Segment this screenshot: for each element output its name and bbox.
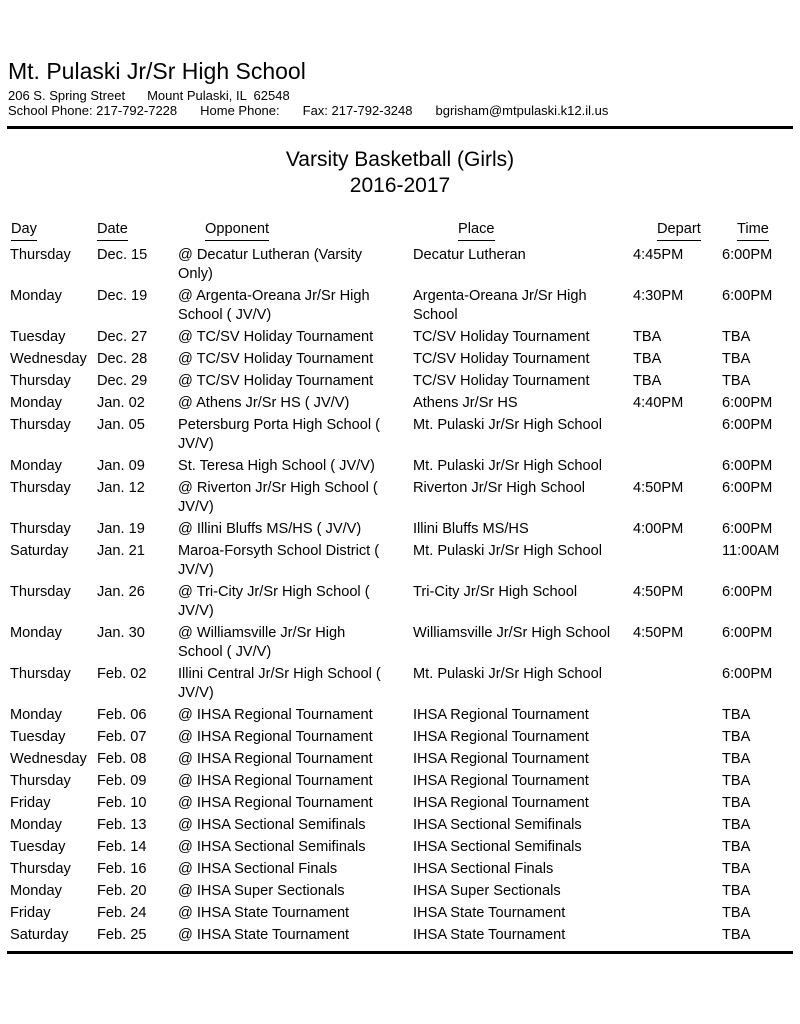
cell-time: TBA	[722, 729, 751, 745]
column-header-opponent: Opponent	[205, 220, 269, 241]
cell-date: Dec. 19	[97, 288, 148, 304]
cell-opponent: @ Argenta-Oreana Jr/Sr High School ( JV/V)	[178, 288, 370, 323]
cell-time: 6:00PM	[722, 625, 773, 641]
footer-divider-rule	[7, 951, 793, 954]
schedule-column-headers	[10, 220, 790, 241]
cell-depart	[633, 772, 722, 791]
cell-time: 11:00AM	[722, 543, 780, 559]
cell-date: Feb. 09	[97, 773, 147, 789]
cell-day: Monday	[10, 395, 62, 411]
schedule-row	[10, 838, 790, 857]
cell-place: IHSA State Tournament	[413, 905, 566, 921]
schedule-row	[10, 794, 790, 813]
cell-day: Saturday	[10, 927, 69, 943]
schedule-row	[10, 624, 790, 662]
cell-time: TBA	[722, 795, 751, 811]
cell-day: Thursday	[10, 584, 71, 600]
cell-depart: 4:45PM	[633, 247, 684, 263]
cell-opponent: Petersburg Porta High School ( JV/V)	[178, 417, 380, 452]
cell-place: Mt. Pulaski Jr/Sr High School	[413, 458, 602, 474]
cell-day: Wednesday	[10, 751, 87, 767]
cell-place: IHSA Super Sectionals	[413, 883, 561, 899]
cell-depart: 4:00PM	[633, 521, 684, 537]
cell-day: Monday	[10, 625, 62, 641]
schedule-row	[10, 750, 790, 769]
cell-place: Athens Jr/Sr HS	[413, 395, 518, 411]
document-title	[0, 147, 800, 199]
cell-date: Feb. 02	[97, 666, 147, 682]
cell-time: 6:00PM	[722, 458, 773, 474]
cell-time: 6:00PM	[722, 584, 773, 600]
cell-time: TBA	[722, 773, 751, 789]
cell-date: Dec. 29	[97, 373, 148, 389]
cell-depart: 4:40PM	[633, 395, 684, 411]
schedule-row	[10, 904, 790, 923]
school-phone: School Phone: 217-792-7228	[8, 103, 178, 118]
schedule-row	[10, 816, 790, 835]
cell-day: Thursday	[10, 373, 71, 389]
cell-opponent: @ TC/SV Holiday Tournament	[178, 373, 374, 389]
school-contact-line	[8, 103, 608, 118]
schedule-row	[10, 350, 790, 369]
cell-day: Tuesday	[10, 329, 66, 345]
cell-place: Mt. Pulaski Jr/Sr High School	[413, 666, 602, 682]
cell-day: Monday	[10, 817, 62, 833]
schedule-rows	[10, 246, 790, 948]
schedule-row	[10, 416, 790, 454]
cell-opponent: @ Williamsville Jr/Sr High School ( JV/V)	[178, 625, 346, 660]
cell-time: 6:00PM	[722, 480, 773, 496]
cell-opponent: Illini Central Jr/Sr High School ( JV/V)	[178, 666, 381, 701]
schedule-row	[10, 772, 790, 791]
cell-place: Williamsville Jr/Sr High School	[413, 625, 611, 641]
cell-place: IHSA Regional Tournament	[413, 751, 589, 767]
cell-depart	[633, 794, 722, 813]
cell-day: Monday	[10, 288, 62, 304]
cell-place: Argenta-Oreana Jr/Sr High School	[413, 288, 587, 323]
column-header-day: Day	[11, 220, 37, 241]
cell-date: Feb. 24	[97, 905, 147, 921]
column-header-place: Place	[458, 220, 495, 241]
cell-depart	[633, 706, 722, 725]
cell-time: TBA	[722, 905, 751, 921]
cell-day: Friday	[10, 795, 51, 811]
cell-depart	[633, 816, 722, 835]
cell-time: TBA	[722, 707, 751, 723]
cell-depart: TBA	[633, 329, 662, 345]
cell-place: IHSA Regional Tournament	[413, 773, 589, 789]
cell-place: Illini Bluffs MS/HS	[413, 521, 529, 537]
header-divider-rule	[7, 126, 793, 129]
cell-depart: 4:50PM	[633, 480, 684, 496]
cell-day: Thursday	[10, 773, 71, 789]
schedule-row	[10, 394, 790, 413]
cell-depart	[633, 416, 722, 454]
cell-place: Decatur Lutheran	[413, 247, 526, 263]
cell-date: Jan. 26	[97, 584, 145, 600]
cell-place: IHSA Regional Tournament	[413, 795, 589, 811]
cell-depart	[633, 882, 722, 901]
schedule-row	[10, 583, 790, 621]
cell-opponent: @ Riverton Jr/Sr High School ( JV/V)	[178, 480, 378, 515]
cell-time: TBA	[722, 861, 751, 877]
cell-place: Mt. Pulaski Jr/Sr High School	[413, 417, 602, 433]
season-subtitle: 2016-2017	[349, 174, 451, 197]
cell-opponent: Maroa-Forsyth School District ( JV/V)	[178, 543, 380, 578]
cell-opponent: @ TC/SV Holiday Tournament	[178, 329, 374, 345]
cell-depart	[633, 860, 722, 879]
cell-opponent: @ IHSA Super Sectionals	[178, 883, 345, 899]
cell-depart	[633, 457, 722, 476]
cell-opponent: St. Teresa High School ( JV/V)	[178, 458, 375, 474]
schedule-row	[10, 246, 790, 284]
cell-date: Dec. 27	[97, 329, 148, 345]
cell-time: 6:00PM	[722, 666, 773, 682]
cell-day: Monday	[10, 458, 62, 474]
fax-number: Fax: 217-792-3248	[302, 103, 413, 118]
school-name: Mt. Pulaski Jr/Sr High School	[8, 58, 306, 84]
cell-time: TBA	[722, 751, 751, 767]
address-city: Mount Pulaski, IL 62548	[147, 88, 290, 103]
cell-date: Jan. 09	[97, 458, 145, 474]
cell-day: Thursday	[10, 521, 71, 537]
school-address	[8, 88, 608, 103]
schedule-row	[10, 860, 790, 879]
address-street: 206 S. Spring Street	[8, 88, 126, 103]
cell-opponent: @ IHSA Sectional Finals	[178, 861, 338, 877]
cell-time: TBA	[722, 373, 751, 389]
home-phone-label: Home Phone:	[200, 103, 280, 118]
schedule-row	[10, 706, 790, 725]
cell-day: Thursday	[10, 861, 71, 877]
cell-opponent: @ IHSA Sectional Semifinals	[178, 817, 366, 833]
school-letterhead	[8, 58, 608, 118]
cell-time: 6:00PM	[722, 395, 773, 411]
cell-depart	[633, 904, 722, 923]
cell-opponent: @ Athens Jr/Sr HS ( JV/V)	[178, 395, 350, 411]
cell-time: 6:00PM	[722, 521, 773, 537]
cell-place: TC/SV Holiday Tournament	[413, 329, 590, 345]
cell-opponent: @ IHSA Regional Tournament	[178, 707, 373, 723]
column-header-date: Date	[97, 220, 128, 241]
schedule-row	[10, 542, 790, 580]
cell-place: IHSA Sectional Semifinals	[413, 839, 582, 855]
cell-place: IHSA State Tournament	[413, 927, 566, 943]
schedule-row	[10, 728, 790, 747]
cell-day: Wednesday	[10, 351, 87, 367]
cell-depart: TBA	[633, 373, 662, 389]
cell-place: Riverton Jr/Sr High School	[413, 480, 585, 496]
schedule-row	[10, 372, 790, 391]
cell-place: Tri-City Jr/Sr High School	[413, 584, 578, 600]
cell-date: Feb. 25	[97, 927, 147, 943]
cell-depart: 4:30PM	[633, 288, 684, 304]
cell-day: Saturday	[10, 543, 69, 559]
cell-date: Feb. 07	[97, 729, 147, 745]
cell-place: IHSA Regional Tournament	[413, 729, 589, 745]
schedule-row	[10, 665, 790, 703]
cell-opponent: @ Decatur Lutheran (Varsity Only)	[178, 247, 363, 282]
cell-opponent: @ IHSA Sectional Semifinals	[178, 839, 366, 855]
schedule-row	[10, 287, 790, 325]
cell-date: Feb. 13	[97, 817, 147, 833]
cell-date: Jan. 05	[97, 417, 145, 433]
cell-opponent: @ IHSA State Tournament	[178, 905, 350, 921]
cell-date: Jan. 02	[97, 395, 145, 411]
cell-date: Feb. 08	[97, 751, 147, 767]
cell-date: Feb. 10	[97, 795, 147, 811]
cell-day: Friday	[10, 905, 51, 921]
cell-time: 6:00PM	[722, 247, 773, 263]
schedule-row	[10, 926, 790, 945]
cell-depart: 4:50PM	[633, 584, 684, 600]
schedule-row	[10, 328, 790, 347]
cell-time: TBA	[722, 817, 751, 833]
contact-email: bgrisham@mtpulaski.k12.il.us	[435, 103, 609, 118]
cell-date: Feb. 14	[97, 839, 147, 855]
cell-opponent: @ Illini Bluffs MS/HS ( JV/V)	[178, 521, 362, 537]
cell-place: IHSA Sectional Semifinals	[413, 817, 582, 833]
cell-day: Tuesday	[10, 839, 66, 855]
cell-date: Dec. 15	[97, 247, 148, 263]
column-header-time: Time	[737, 220, 769, 241]
cell-day: Thursday	[10, 247, 71, 263]
cell-depart	[633, 542, 722, 580]
cell-day: Thursday	[10, 666, 71, 682]
cell-place: Mt. Pulaski Jr/Sr High School	[413, 543, 602, 559]
page-title: Varsity Basketball (Girls)	[285, 148, 515, 171]
cell-time: TBA	[722, 839, 751, 855]
cell-time: TBA	[722, 883, 751, 899]
cell-day: Monday	[10, 883, 62, 899]
cell-date: Dec. 28	[97, 351, 148, 367]
cell-day: Monday	[10, 707, 62, 723]
cell-opponent: @ IHSA Regional Tournament	[178, 751, 373, 767]
cell-date: Feb. 06	[97, 707, 147, 723]
cell-depart	[633, 728, 722, 747]
cell-day: Thursday	[10, 480, 71, 496]
cell-depart: TBA	[633, 351, 662, 367]
cell-place: TC/SV Holiday Tournament	[413, 351, 590, 367]
schedule-row	[10, 520, 790, 539]
cell-opponent: @ IHSA Regional Tournament	[178, 795, 373, 811]
cell-date: Jan. 12	[97, 480, 145, 496]
cell-depart	[633, 926, 722, 945]
cell-time: TBA	[722, 351, 751, 367]
cell-time: TBA	[722, 329, 751, 345]
cell-day: Thursday	[10, 417, 71, 433]
cell-depart: 4:50PM	[633, 625, 684, 641]
cell-time: TBA	[722, 927, 751, 943]
cell-day: Tuesday	[10, 729, 66, 745]
cell-place: TC/SV Holiday Tournament	[413, 373, 590, 389]
cell-place: IHSA Sectional Finals	[413, 861, 554, 877]
cell-date: Feb. 16	[97, 861, 147, 877]
cell-date: Jan. 30	[97, 625, 145, 641]
cell-depart	[633, 665, 722, 703]
cell-depart	[633, 750, 722, 769]
cell-time: 6:00PM	[722, 288, 773, 304]
schedule-row	[10, 479, 790, 517]
cell-date: Jan. 19	[97, 521, 145, 537]
column-header-depart: Depart	[657, 220, 701, 241]
cell-opponent: @ IHSA Regional Tournament	[178, 773, 373, 789]
cell-opponent: @ IHSA State Tournament	[178, 927, 350, 943]
cell-opponent: @ Tri-City Jr/Sr High School ( JV/V)	[178, 584, 370, 619]
cell-depart	[633, 838, 722, 857]
cell-opponent: @ IHSA Regional Tournament	[178, 729, 373, 745]
cell-place: IHSA Regional Tournament	[413, 707, 589, 723]
cell-date: Feb. 20	[97, 883, 147, 899]
cell-opponent: @ TC/SV Holiday Tournament	[178, 351, 374, 367]
schedule-row	[10, 457, 790, 476]
schedule-row	[10, 882, 790, 901]
cell-time: 6:00PM	[722, 417, 773, 433]
cell-date: Jan. 21	[97, 543, 145, 559]
